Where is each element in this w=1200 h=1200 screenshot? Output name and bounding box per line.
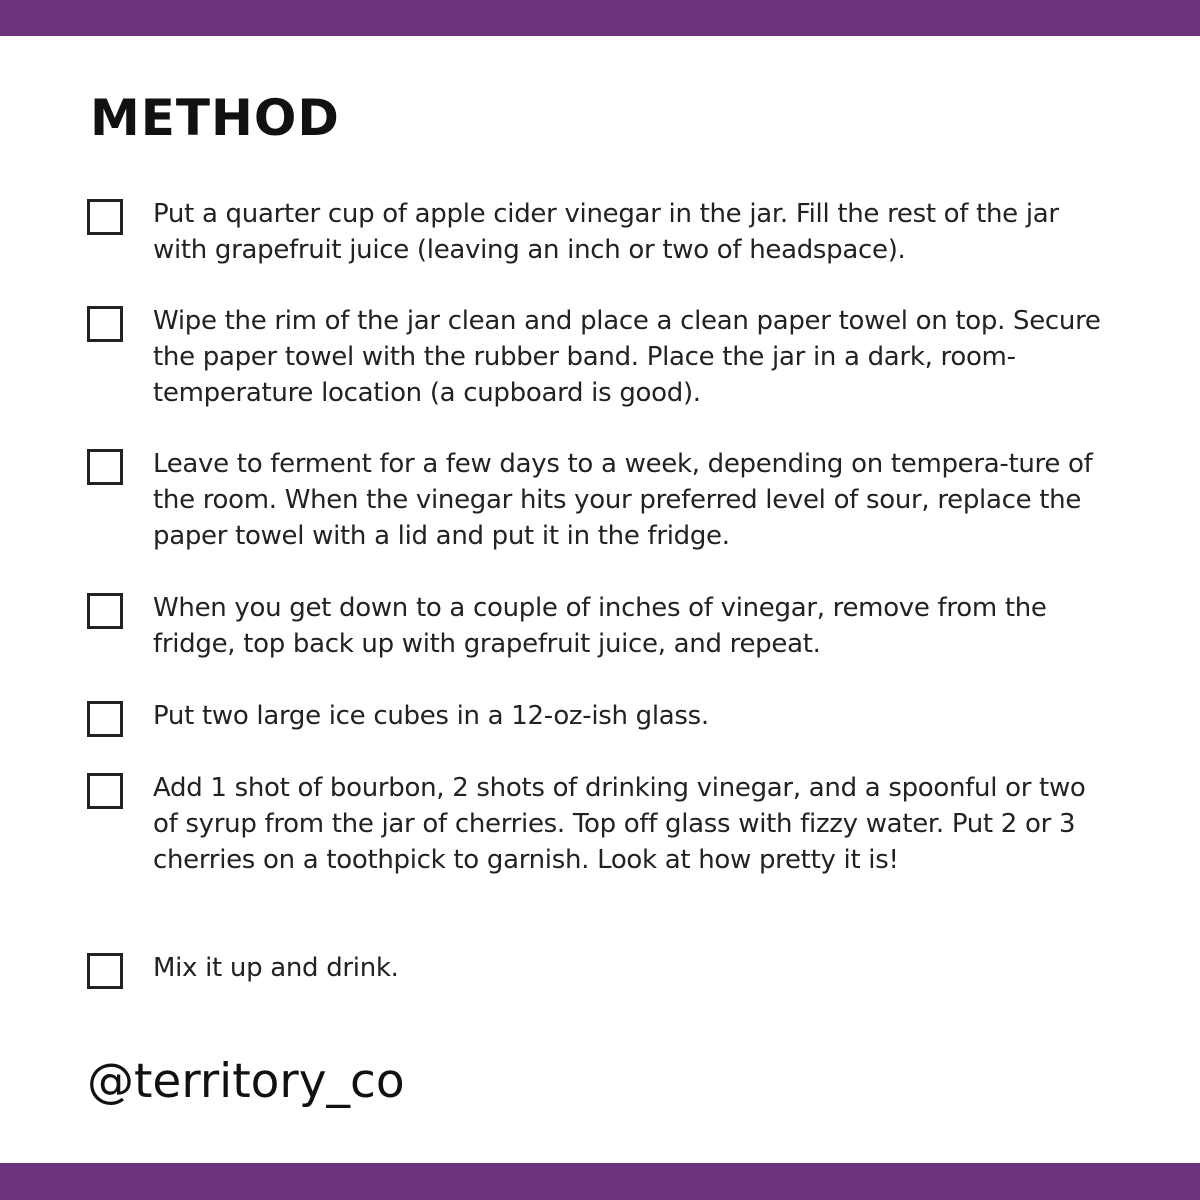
bottom-accent-bar bbox=[0, 1163, 1200, 1200]
step-checkbox-6[interactable] bbox=[87, 773, 123, 809]
step-text-2: Wipe the rim of the jar clean and place a clean paper towel on top. Secure the paper towel with the rubber band. Place the jar in a dark, room-temperature location (a cupboard is good). bbox=[153, 306, 1101, 408]
step-text-3: Leave to ferment for a few days to a week, depending on tempera-ture of the room. When the vinegar hits your preferred level of sour, replace the paper towel with a lid and put it in the fridge. bbox=[153, 449, 1093, 551]
step-checkbox-1[interactable] bbox=[87, 199, 123, 235]
step-checkbox-2[interactable] bbox=[87, 306, 123, 342]
step-checkbox-5[interactable] bbox=[87, 701, 123, 737]
step-checkbox-3[interactable] bbox=[87, 449, 123, 485]
page-title: METHOD bbox=[90, 89, 340, 147]
step-text-5: Put two large ice cubes in a 12-oz-ish glass. bbox=[153, 701, 709, 731]
step-text-4: When you get down to a couple of inches of vinegar, remove from the fridge, top back up with grapefruit juice, and repeat. bbox=[153, 593, 1047, 659]
top-accent-bar bbox=[0, 0, 1200, 36]
social-handle: @territory_co bbox=[87, 1054, 405, 1109]
step-text-7: Mix it up and drink. bbox=[153, 953, 399, 983]
step-text-1: Put a quarter cup of apple cider vinegar in the jar. Fill the rest of the jar with grapefruit juice (leaving an inch or two of headspace). bbox=[153, 199, 1059, 265]
step-checkbox-4[interactable] bbox=[87, 593, 123, 629]
step-text-6: Add 1 shot of bourbon, 2 shots of drinking vinegar, and a spoonful or two of syrup from the jar of cherries. Top off glass with fizzy water. Put 2 or 3 cherries on a toothpick to garnish. Look at how pretty it is! bbox=[153, 773, 1086, 875]
step-checkbox-7[interactable] bbox=[87, 953, 123, 989]
